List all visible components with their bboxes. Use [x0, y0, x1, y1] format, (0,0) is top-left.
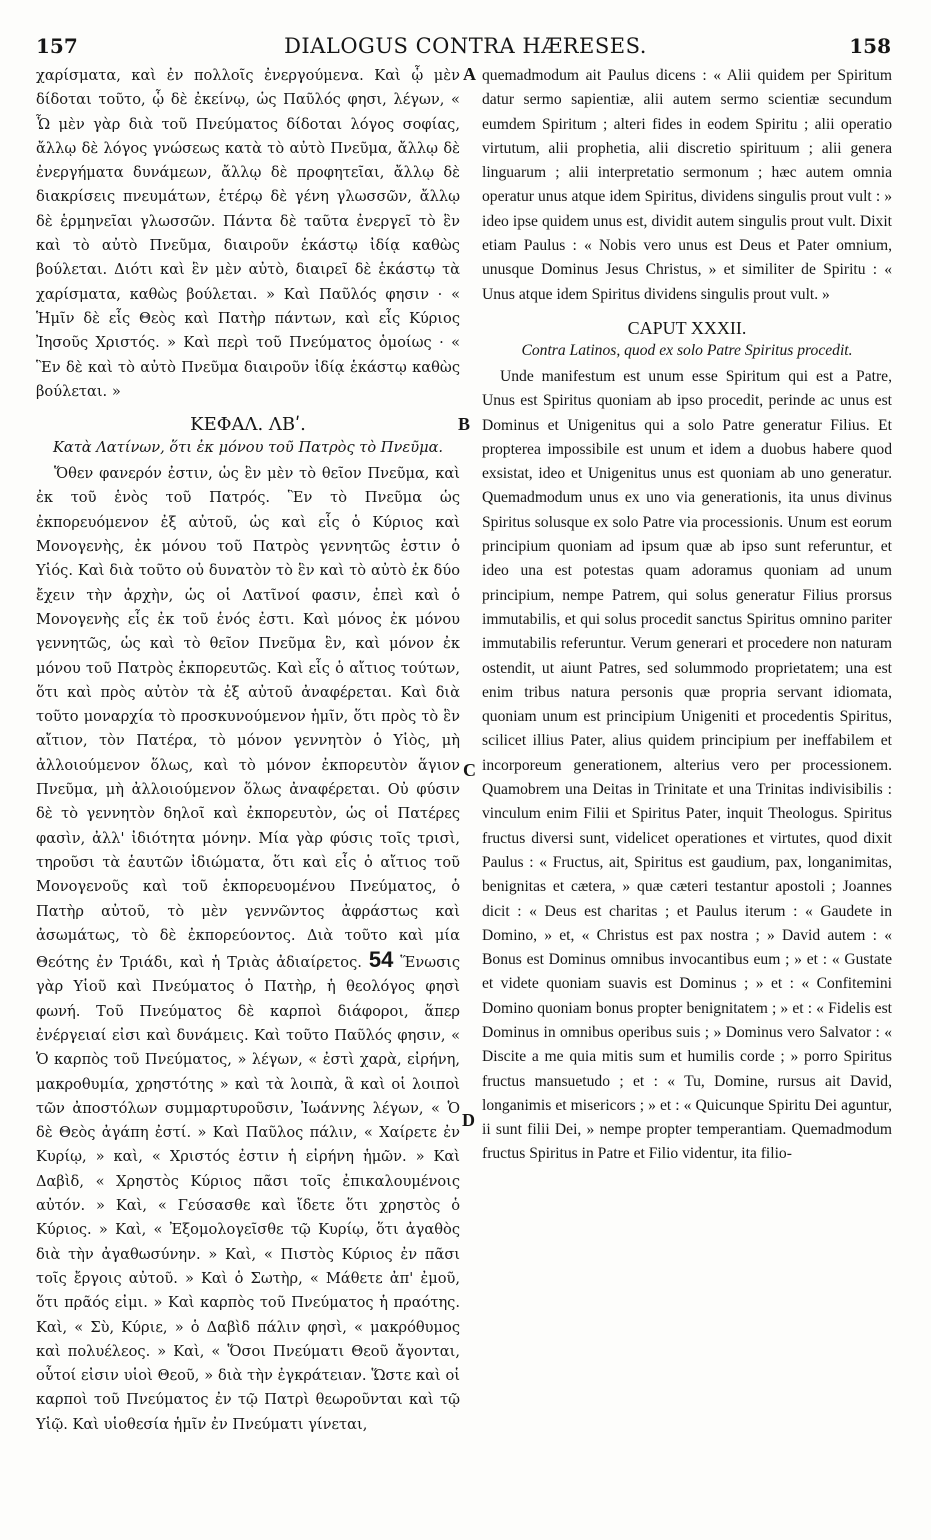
greek-chapter-heading: ΚΕΦΑΛ. ΛΒʹ.	[190, 414, 306, 436]
running-title: DIALOGUS CONTRA HÆRESES.	[284, 34, 647, 58]
greek-paragraph-2b: Ἕνωσις γὰρ Υἱοῦ καὶ Πνεύματος ὁ Πατὴρ, ἡ θεολόγος φησὶ φωνή. Τοῦ Πνεύματος δὲ καρποὶ διάφοροι, ἅπερ ἐνέργειαί εἰσι καὶ δυνάμεις. Καὶ τοῦτο Παῦλός φησιν, « Ὁ καρπὸς τοῦ Πνεύματος, » λέγων, « ἐστὶ χαρὰ, εἰρήνη, μακροθυμία, χρηστότης » καὶ τὰ λοιπὰ, ἃ καὶ οἱ λοιποὶ τῶν ἀποστόλων συμμαρτυροῦσιν, Ἰωάννης λέγων, « Ὁ δὲ Θεὸς ἀγάπη ἐστί. » Καὶ Παῦλος πάλιν, « Χαίρετε ἐν Κυρίῳ, » καὶ, « Χριστός ἐστιν ἡ εἰρήνη ἡμῶν. » Καὶ Δαβὶδ, « Χρηστὸς Κύριος πᾶσι τοῖς ἐπικαλουμένοις αὐτόν. » Καὶ, « Γεύσασθε καὶ ἴδετε ὅτι χρηστὸς ὁ Κύριος. » Καὶ, « Ἐξομολογεῖσθε τῷ Κυρίῳ, ὅτι ἀγαθὸς διὰ τὴν ἀγαθωσύνην. » Καὶ, « Πιστὸς Κύριος ἐν πᾶσι τοῖς ἔργοις αὐτοῦ. » Καὶ ὁ Σωτὴρ, « Μάθετε ἀπ' ἐμοῦ, ὅτι πρᾶός εἰμι. » Καὶ καρπὸς τοῦ Πνεύματος ἡ πραότης. Καὶ, « Σὺ, Κύριε, » ὁ Δαβὶδ πάλιν φησὶ, « μακρόθυμος καὶ πολυέλεος. » Καὶ, « Ὅσοι Πνεύματι Θεοῦ ἄγονται, οὗτοί εἰσιν υἱοὶ Θεοῦ, » διὰ τὴν ἐγκράτειαν. Ὥστε καὶ οἱ καρποὶ τοῦ Πνεύματος ἐν τῷ Πατρὶ θεωροῦνται καὶ τῷ Υἱῷ. Καὶ υἱοθεσία ἡμῖν ἐν Πνεύματι γίνεται,	[36, 954, 460, 1433]
greek-chapter-subtitle: Κατὰ Λατίνων, ὅτι ἐκ μόνου τοῦ Πατρὸς τὸ Πνεῦμα.	[52, 439, 444, 457]
greek-paragraph-2	[36, 462, 460, 1437]
margin-letter-b: B	[458, 414, 471, 434]
page-number-left: 157	[36, 34, 78, 58]
margin-letter-c: C	[463, 760, 476, 780]
latin-chapter-heading: CAPUT XXXII.	[627, 317, 747, 338]
margin-letter-d: D	[462, 1110, 475, 1130]
latin-column	[482, 64, 892, 1167]
latin-paragraph-2: Unde manifestum est unum esse Spiritum qui est a Patre, Unus est Spiritus quoniam ab ipso procedit, perinde ac unus est Dominus et Unigenitus qui a solo Patre generatur Filius. Et propterea impossibile est unum et idem a duobus habere quod exsistat, ideo et Unigenitus unus est quoniam ab uno generatur. Quemadmodum unus ex uno via generationis, ita unus divinus Spiritus solusque ex solo Patre via processionis. Unum est eorum principium quoniam ad ipsum quæ ab ipso sunt referuntur, et ideo una est potestas quam adoramus quoniam ad unum principium, nempe Patrem, qui solus generatur Filius prorsus immutabilis, et qui solus procedit sanctus Spiritus omnino pariter immutabilis referuntur. Verum generari et procedere non naturam ostendit, ut aiunt Patres, sed solummodo proprietatem; una est enim tribus natura personis quæ propria servant idiomata, quoniam unum est principium Unigeniti et procedentis Spiritus, scilicet illius Pater, alius quidem principium per ineffabilem et incorporeum generationem, alterius vero per processionem. Quamobrem una Deitas in Trinitate et una Trinitas indivisibilis : vinculum enim Filii et Spiritus Pater, inquit Theologus. Spiritus fructus diversi sunt, videlicet operationes et virtutes, quod dixit Paulus : « Fructus, ait, Spiritus est gaudium, pax, longanimitas, benignitas et cætera, » quæ cæteri testantur apostoli ; Joannes dicit : « Deus est charitas ; et Paulus iterum : « Gaudete in Domino, » et, « Christus est pax nostra ; » David autem : « Bonus est Dominus omnibus invocantibus eum ; » et : « Gustate et videte quoniam suavis est Dominus ; » et : « Confitemini Domino quoniam bonus propter benignitatem ; » et : « Fidelis est Dominus in omnibus operibus suis ; » Dominus vero Salvator : « Discite a me quia mitis sum et humilis corde ; » porro Spiritus fructus mansuetudo ; et : « Tu, Domine, rursus ait David, longanimis et misericors ; » et : « Quicunque Spiritu Dei aguntur, ii sunt filii Dei, » nempe propter temperantiam. Quemadmodum fructus Spiritus in Patre et Filio videntur, ita filio-	[482, 367, 892, 1163]
latin-chapter-subtitle: Contra Latinos, quod ex solo Patre Spiritus procedit.	[521, 341, 853, 359]
latin-paragraph-1: quemadmodum ait Paulus dicens : « Alii quidem per Spiritum datur sermo sapientiæ, alii autem sermo scientiæ secundum eumdem Spiritum ; alteri fides in eodem Spiritu ; alii operatio virtutum, alii prophetia, alii discretio spirituum ; alii genera linguarum ; alii interpretatio sermonum ; hæc autem omnia operatur unus atque idem Spiritus, dividens singulis prout vult : » ideo ipse quidem unus est, dividit autem singulis prout vult. Dixit etiam Paulus : « Nobis vero unus est Deus et Pater omnium, unusque Dominus Jesus Christus, » et similiter de Spiritu : « Unus atque idem Spiritus dividens singulis prout vult. »	[482, 67, 892, 303]
margin-letter-a: A	[463, 64, 476, 84]
greek-paragraph-2a: Ὅθεν φανερόν ἐστιν, ὡς ἓν μὲν τὸ θεῖον Πνεῦμα, καὶ ἐκ τοῦ ἑνὸς τοῦ Πατρός. Ἓν τὸ Πνεῦμα ὡς ἐκπορευόμενον ἐξ αὐτοῦ, ὡς καὶ εἷς ὁ Κύριος καὶ Μονογενὴς, ἐκ μόνου τοῦ Πατρὸς γεννητῶς ἐστιν ὁ Υἱός. Καὶ διὰ τοῦτο οὐ δυνατὸν τὸ ἓν καὶ τὸ αὐτὸ ἐκ δύο ἔχειν τὴν ἀρχὴν, ὡς οἱ Λατῖνοί φασιν, ἐπεὶ καὶ ὁ Μονογενὴς εἷς ἐκ τοῦ ἑνός ἐστι. Καὶ μόνος ἐκ μόνου γεννητῶς, ὡς καὶ τὸ θεῖον Πνεῦμα ἓν, καὶ μόνον ἐκ μόνου τοῦ Πατρὸς ἐκπορευτῶς. Καὶ εἷς ὁ αἴτιος τούτων, ὅτι καὶ πρὸς αὐτὸν τὰ ἐξ αὐτοῦ ἀναφέρεται. Καὶ διὰ τοῦτο μοναρχία τὸ προσκυνούμενον ἡμῖν, ὅτι πρὸς τὸ ἓν αἴτιον, τὸν Πατέρα, τὸ μόνον γεννητὸν ὁ Υἱὸς, μὴ ἀλλοιούμενον ὅλως, καὶ τὸ μόνον ἐκπορευτὸν ἅγιον Πνεῦμα, μὴ ἀλλοιούμενον ὅλως ἀναφέρεται. Οὐ φύσιν δὲ τὸ γεννητὸν δηλοῖ καὶ ἐκπορευτὸν, ὡς οἱ Πατέρες φασὶν, ἀλλ' ἰδιότητα μόνην. Μία γὰρ φύσις τοῖς τρισὶ, τηροῦσι τὰ ἑαυτῶν ἰδιώματα, ὅτι καὶ εἷς ὁ αἴτιος τοῦ Μονογενοῦς καὶ τοῦ ἐκπορευομένου Πνεύματος, ὁ Πατὴρ αὐτοῦ, τὸ μὲν γεννῶντος ἀφράστως καὶ ἀσωμάτως, τὸ δὲ ἐκπορεύοντος. Διὰ τοῦτο καὶ μία Θεότης ἐν Τριάδι, καὶ ἡ Τριὰς ἀδιαίρετος.	[36, 465, 460, 972]
page-number-right: 158	[849, 34, 891, 58]
greek-column	[36, 64, 460, 1437]
greek-paragraph-1: χαρίσματα, καὶ ἐν πολλοῖς ἐνεργούμενα. Καὶ ᾧ μὲν δίδοται τοῦτο, ᾧ δὲ ἐκείνῳ, ὡς Παῦλός φησι, λέγων, « Ὧ μὲν γὰρ διὰ τοῦ Πνεύματος δίδοται λόγος σοφίας, ἄλλῳ δὲ λόγος γνώσεως κατὰ τὸ αὐτὸ Πνεῦμα, ἄλλῳ δὲ ἐνεργήματα δυνάμεων, ἄλλῳ δὲ προφητεῖαι, ἄλλῳ δὲ διακρίσεις πνευμάτων, ἑτέρῳ δὲ γένη γλωσσῶν, ἄλλῳ δὲ ἑρμηνεῖαι γλωσσῶν. Πάντα δὲ ταῦτα ἐνεργεῖ τὸ ἓν καὶ τὸ αὐτὸ Πνεῦμα, διαιροῦν ἑκάστῳ ἰδίᾳ καθὼς βούλεται. Διότι καὶ ἓν μὲν αὐτὸ, διαιρεῖ δὲ ἑκάστῳ τὰ χαρίσματα, καθὼς βούλεται. » Καὶ Παῦλός φησιν · « Ἡμῖν δὲ εἷς Θεὸς καὶ Πατὴρ πάντων, καὶ εἷς Κύριος Ἰησοῦς Χριστός. » Καὶ περὶ τοῦ Πνεύματος ὁμοίως · « Ἓν δὲ καὶ τὸ αὐτὸ Πνεῦμα διαιροῦν ἰδίᾳ ἑκάστῳ καθὼς βούλεται. »	[36, 67, 460, 400]
page-header	[0, 34, 931, 64]
section-number: 54	[368, 947, 394, 973]
